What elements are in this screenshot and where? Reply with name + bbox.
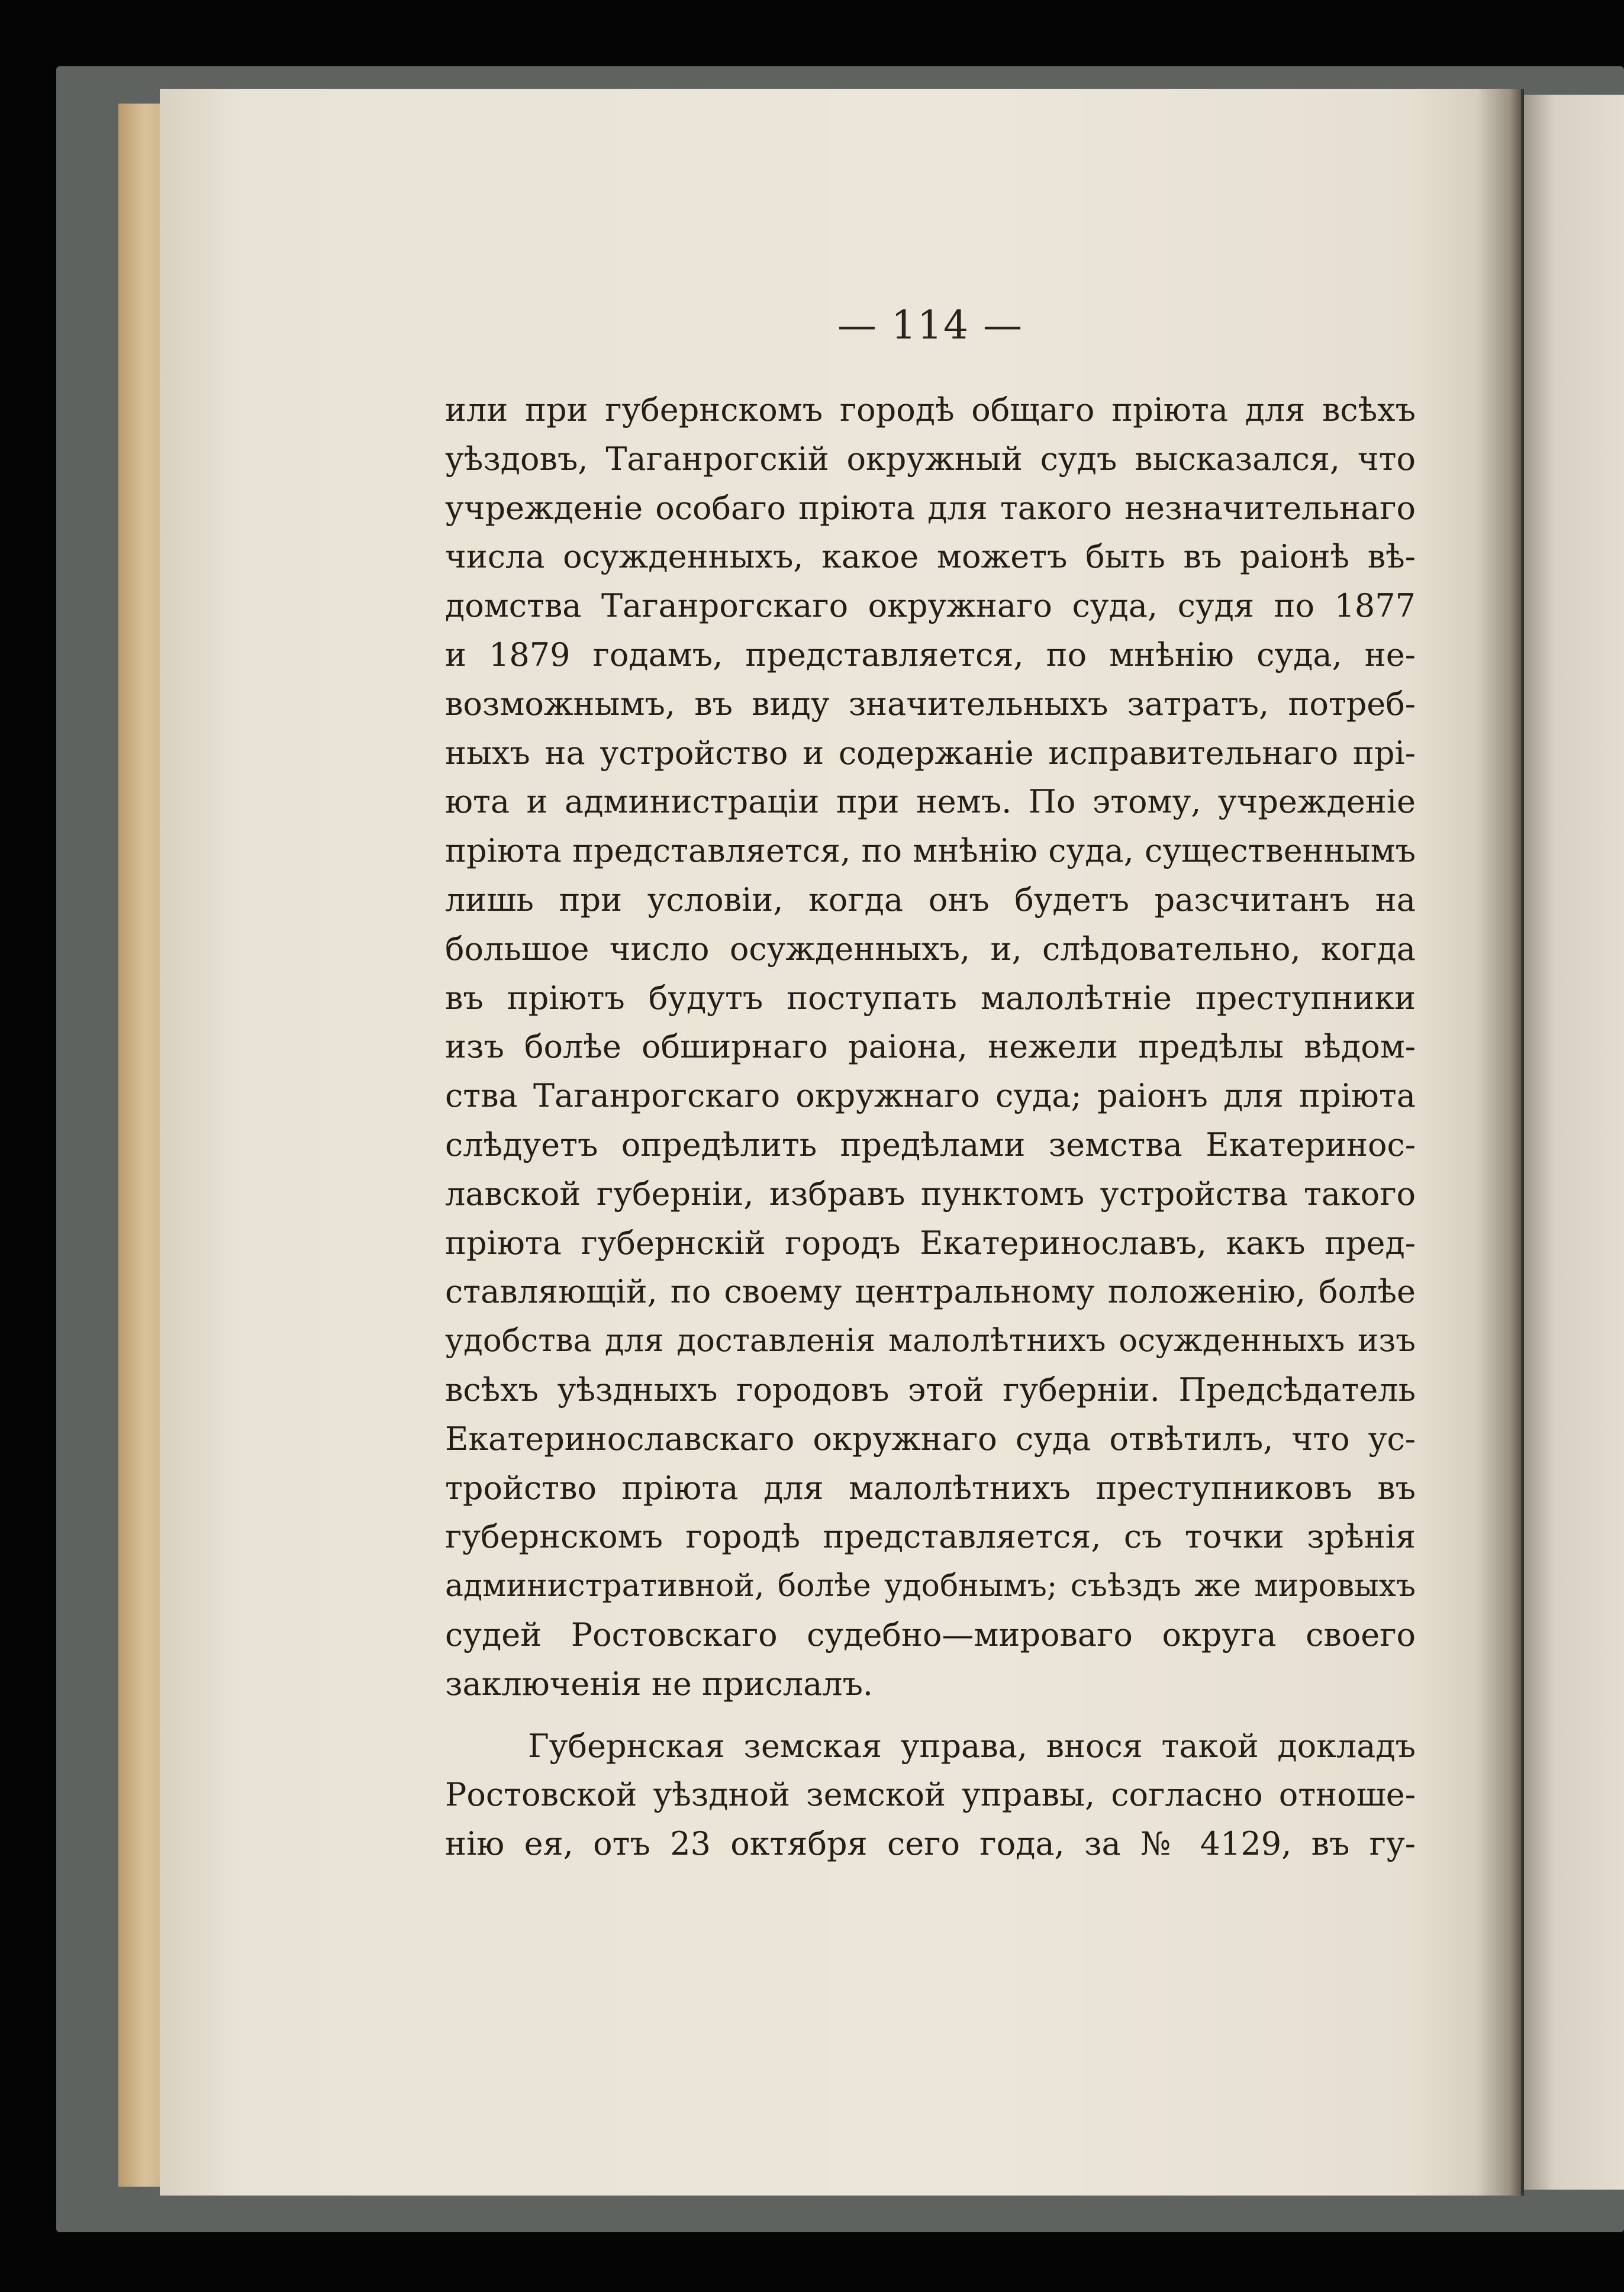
text-line: уѣздовъ, Таганрогскiй окружный судъ высказался, что	[445, 440, 1416, 478]
facing-page-edge	[1524, 95, 1624, 2190]
text-line: Ростовской уѣздной земской управы, согласно отноше-	[445, 1776, 1416, 1814]
text-line: большое число осужденныхъ, и, слѣдовательно, когда	[445, 930, 1416, 968]
text-line: или при губернскомъ городѣ общаго прiюта для всѣхъ	[445, 391, 1416, 428]
text-line: домства Таганрогскаго окружнаго суда, судя по 1877	[445, 587, 1416, 625]
text-line: ныхъ на устройство и содержанiе исправительнаго прi-	[445, 734, 1416, 772]
page-number: — 114 —	[837, 302, 1023, 348]
text-line: числа осужденныхъ, какое можетъ быть въ раiонѣ вѣ-	[445, 538, 1416, 576]
paragraph-2	[445, 1722, 1416, 1869]
text-line: всѣхъ уѣздныхъ городовъ этой губернiи. Предсѣдатель	[445, 1371, 1416, 1408]
page-text-block	[445, 302, 1416, 1869]
text-line: ства Таганрогскаго окружнаго суда; раiонъ для прiюта	[445, 1077, 1416, 1115]
page-gutter-shadow	[1477, 89, 1524, 2196]
text-line: губернскомъ городѣ представляется, съ точки зрѣнiя	[445, 1518, 1416, 1556]
text-line: Губернская земская управа, внося такой докладъ	[528, 1727, 1416, 1765]
page-block-edge	[118, 104, 166, 2187]
text-line: юта и администрацiи при немъ. По этому, учрежденiе	[445, 783, 1416, 821]
text-line: удобства для доставленiя малолѣтнихъ осужденныхъ изъ	[445, 1323, 1416, 1359]
text-line: Екатеринославскаго окружнаго суда отвѣтилъ, что ус-	[445, 1420, 1416, 1458]
paragraph-1	[445, 386, 1416, 1709]
text-line: судей Ростовскаго судебно—мироваго округа своего	[445, 1616, 1416, 1653]
text-line: лишь при условiи, когда онъ будетъ разсчитанъ на	[445, 881, 1416, 918]
text-line: слѣдуетъ опредѣлить предѣлами земства Екатеринос-	[445, 1126, 1416, 1163]
text-line: учрежденiе особаго прiюта для такого незначительнаго	[445, 489, 1416, 527]
text-line: тройство прiюта для малолѣтнихъ преступниковъ въ	[445, 1469, 1416, 1507]
text-line: заключенiя не прислалъ.	[445, 1665, 874, 1703]
text-line: ставляющiй, по своему центральному положенiю, болѣе	[445, 1273, 1416, 1311]
text-line: прiюта губернскiй городъ Екатеринославъ, какъ пред-	[445, 1224, 1416, 1262]
text-line: прiюта представляется, по мнѣнiю суда, существеннымъ	[445, 832, 1416, 870]
text-line: нiю ея, отъ 23 октября сего года, за № 4129, въ гу-	[445, 1825, 1416, 1863]
text-line: въ прiютъ будутъ поступать малолѣтнiе преступники	[445, 979, 1416, 1017]
text-line: лавской губернiи, избравъ пунктомъ устройства такого	[445, 1175, 1416, 1213]
text-line: и 1879 годамъ, представляется, по мнѣнiю суда, не-	[445, 636, 1416, 673]
text-line: возможнымъ, въ виду значительныхъ затратъ, потреб-	[445, 685, 1416, 723]
text-line: изъ болѣе обширнаго раiона, нежели предѣлы вѣдом-	[445, 1028, 1416, 1066]
text-line: административной, болѣе удобнымъ; съѣздъ же мировыхъ	[445, 1568, 1416, 1604]
